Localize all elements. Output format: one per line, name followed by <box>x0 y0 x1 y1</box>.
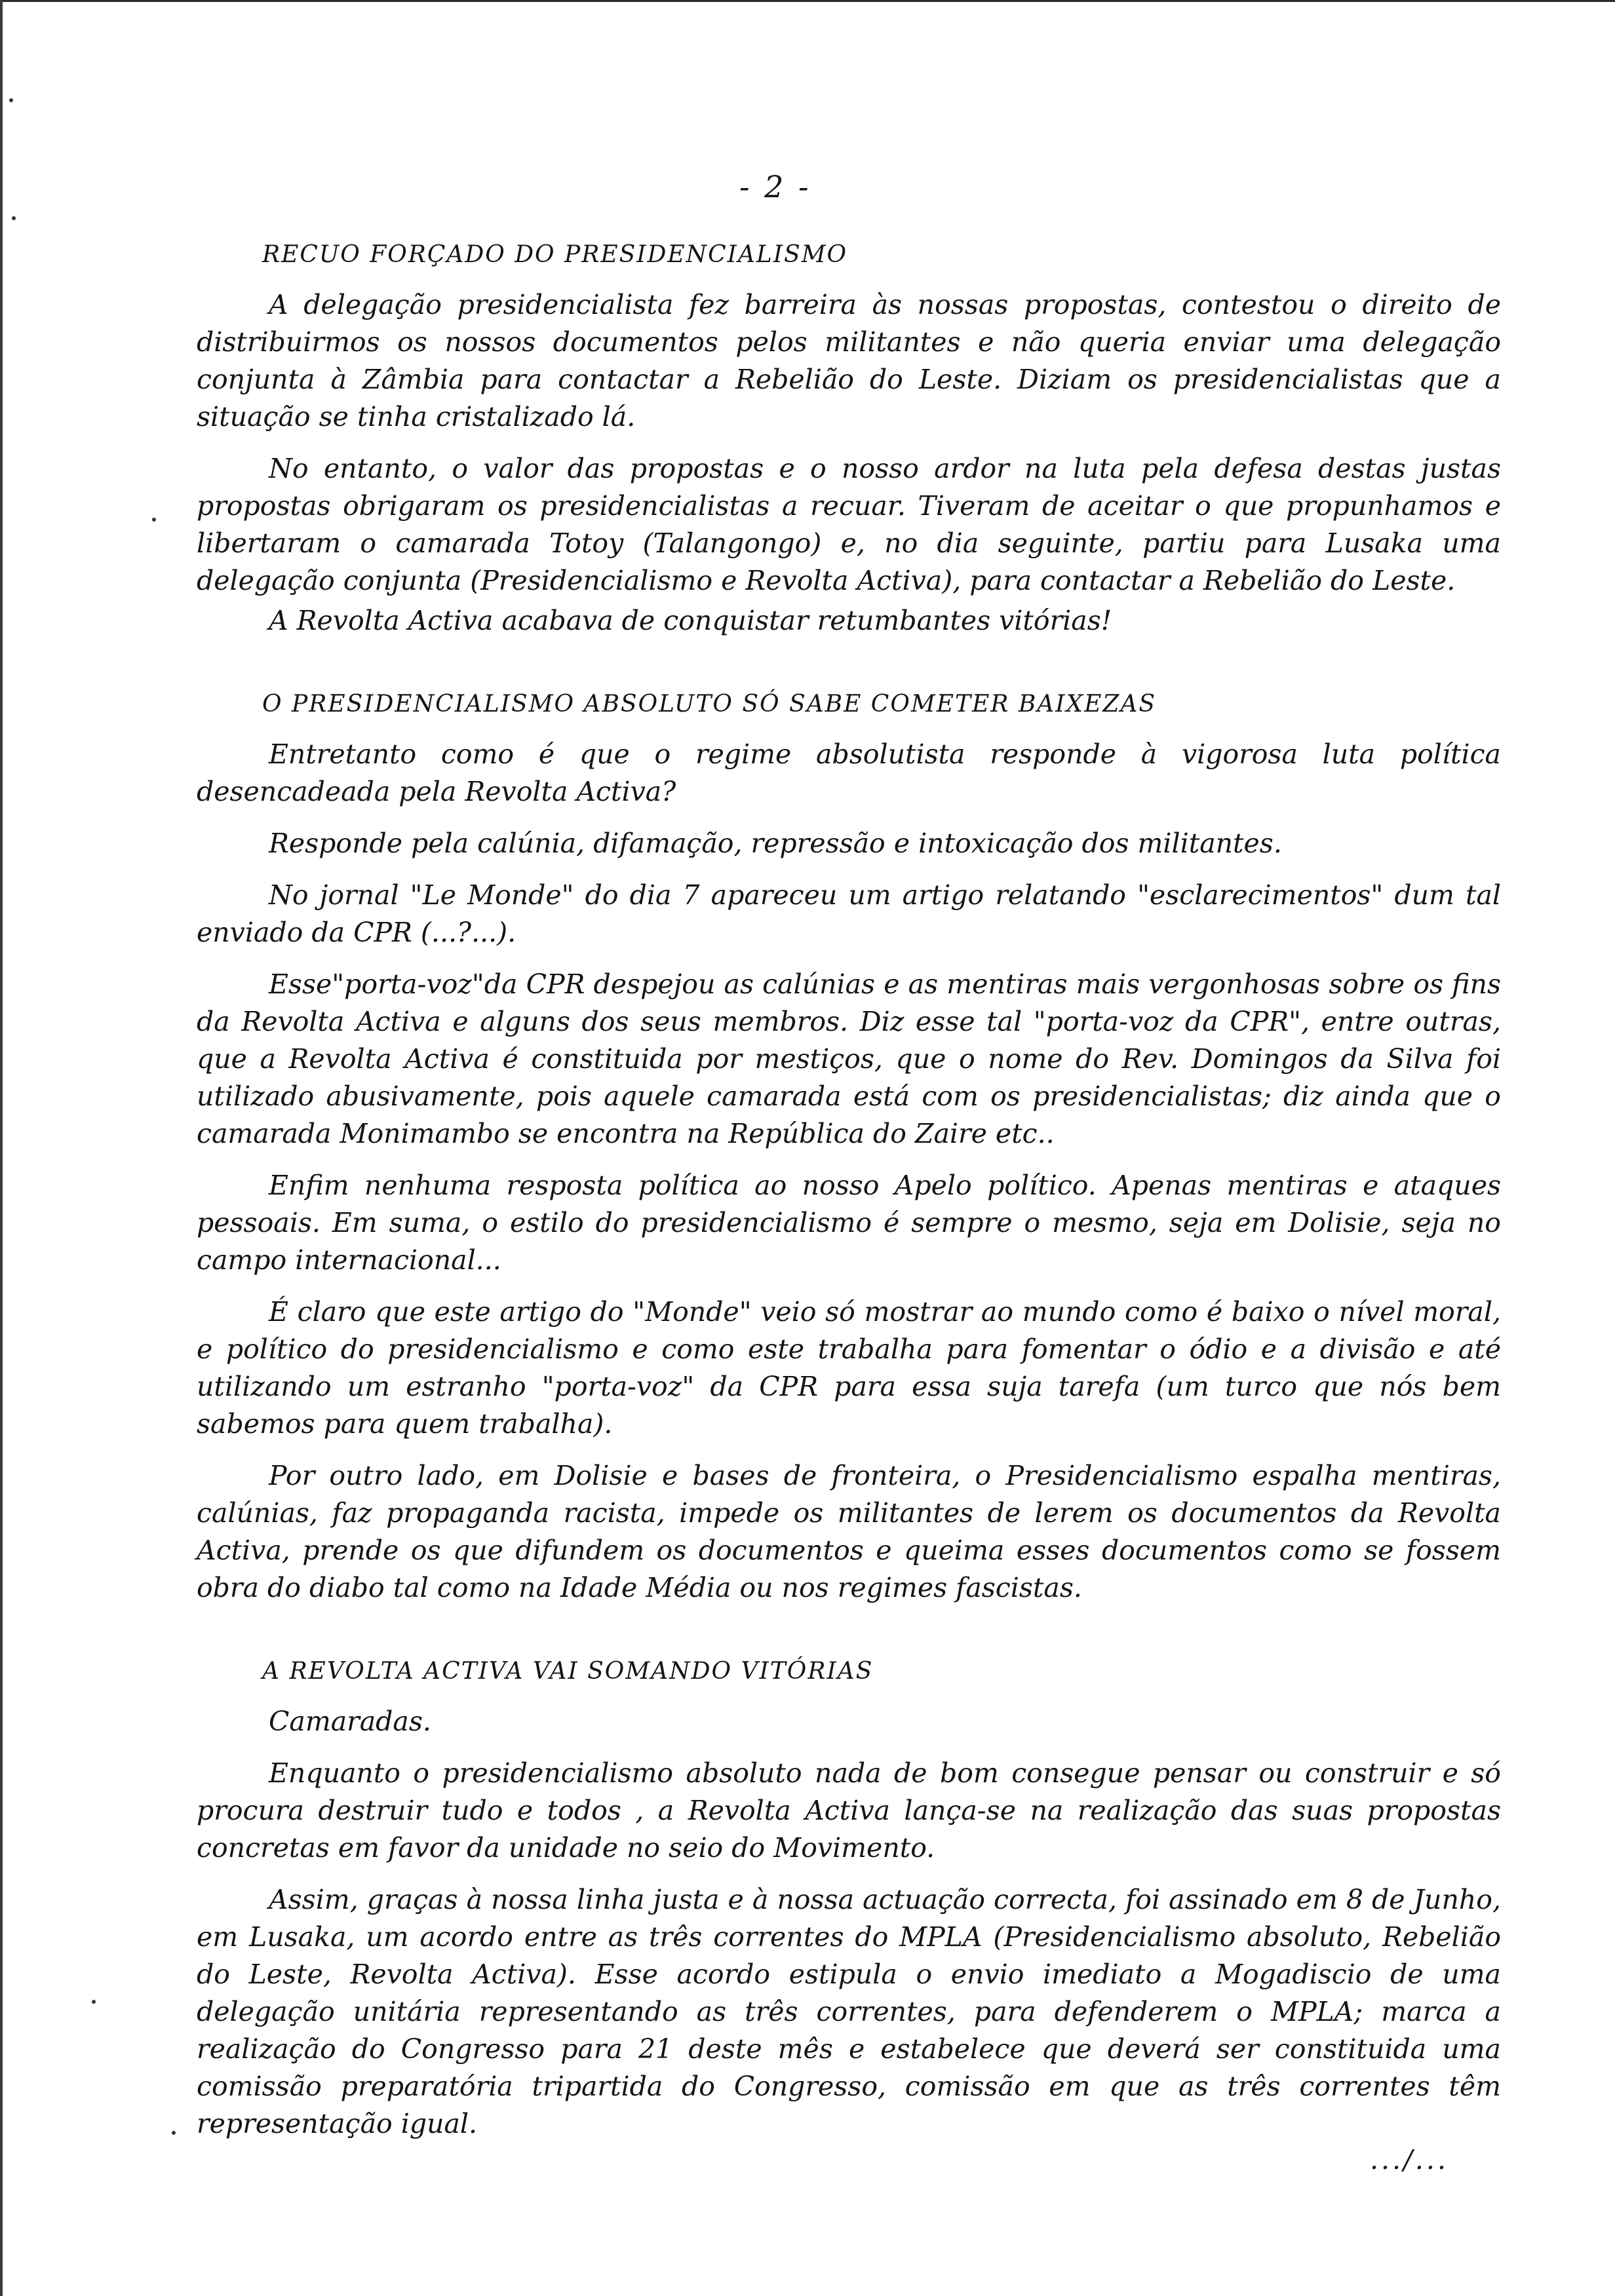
section-heading: O PRESIDENCIALISMO ABSOLUTO SÓ SABE COMETER BAIXEZAS <box>262 691 1157 718</box>
document-body <box>197 236 1501 2179</box>
section-vitorias <box>197 1653 1501 2179</box>
section-spacer <box>197 1621 1501 1653</box>
section-baixezas <box>197 685 1501 1607</box>
section-heading: A REVOLTA ACTIVA VAI SOMANDO VITÓRIAS <box>262 1658 874 1685</box>
paragraph: Entretanto como é que o regime absolutista responde à vigorosa luta política desencadeada pela Revolta Activa? <box>197 738 1501 807</box>
paragraph: No jornal "Le Monde" do dia 7 apareceu um artigo relatando "esclarecimentos" dum tal enviado da CPR (...?...). <box>197 879 1501 948</box>
page-number: - 2 - <box>739 169 811 204</box>
paragraph: Responde pela calúnia, difamação, repressão e intoxicação dos militantes. <box>269 828 1282 859</box>
paragraph: Por outro lado, em Dolisie e bases de fronteira, o Presidencialismo espalha mentiras, calúnias, faz propaganda racista, impede os militantes de lerem os documentos da Revolta Activa, prende os que difundem os documentos e queima esses documentos como se fossem obra do diabo tal como na Idade Média ou nos regimes fascistas. <box>197 1460 1501 1603</box>
paragraph: Esse"porta-voz"da CPR despejou as calúnias e as mentiras mais vergonhosas sobre os fins da Revolta Activa e alguns dos seus membros. Diz esse tal "porta-voz da CPR", entre outras, que a Revolta Activa é constituida por mestiços, que o nome do Rev. Domingos da Silva foi utilizado abusivamente, pois aquele camarada está com os presidencialistas; diz ainda que o camarada Monimambo se encontra na República do Zaire etc.. <box>197 968 1501 1149</box>
paragraph: Assim, graças à nossa linha justa e à nossa actuação correcta, foi assinado em 8 de Junho, em Lusaka, um acordo entre as três correntes do MPLA (Presidencialismo absoluto, Rebelião do Leste, Revolta Activa). Esse acordo estipula o envio imediato a Mogadiscio de uma delegação unitária representando as três correntes, para defenderem o MPLA; marca a realização do Congresso para 21 deste mês e estabelece que deverá ser constituida uma comissão preparatória tripartida do Congresso, comissão em que as três correntes têm representação igual. <box>197 1884 1501 2139</box>
scan-speck <box>12 216 16 220</box>
scan-speck <box>92 2000 96 2004</box>
paragraph: É claro que este artigo do "Monde" veio só mostrar ao mundo como é baixo o nível moral, e político do presidencialismo e como este trabalha para fomentar o ódio e a divisão e até utilizando um estranho "porta-voz" da CPR para essa suja tarefa (um turco que nós bem sabemos para quem trabalha). <box>197 1296 1501 1440</box>
salutation: Camaradas. <box>269 1706 431 1737</box>
scan-speck <box>152 518 156 522</box>
paragraph: No entanto, o valor das propostas e o nosso ardor na luta pela defesa destas justas propostas obrigaram os presidencialistas a recuar. Tiveram de aceitar o que propunhamos e libertaram o camarada Totoy (Talangongo) e, no dia seguinte, partiu para Lusaka uma delegação conjunta (Presidencialismo e Revolta Activa), para contactar a Rebelião do Leste. <box>197 453 1501 596</box>
page-border-top <box>0 0 1615 2</box>
paragraph: A delegação presidencialista fez barreira às nossas propostas, contestou o direito de distribuirmos os nossos documentos pelos militantes e não queria enviar uma delegação conjunta à Zâmbia para contactar a Rebelião do Leste. Diziam os presidencialistas que a situação se tinha cristalizado lá. <box>197 289 1501 432</box>
continuation-marker: .../... <box>1369 2144 1449 2175</box>
paragraph: A Revolta Activa acabava de conquistar retumbantes vitórias! <box>269 605 1112 636</box>
scan-speck <box>9 98 13 102</box>
paragraph: Enquanto o presidencialismo absoluto nada de bom consegue pensar ou construir e só procura destruir tudo e todos , a Revolta Activa lança-se na realização das suas propostas concretas em favor da unidade no seio do Movimento. <box>197 1757 1501 1864</box>
section-spacer <box>197 654 1501 685</box>
scan-speck <box>172 2131 176 2135</box>
section-recuo <box>197 236 1501 640</box>
section-heading: RECUO FORÇADO DO PRESIDENCIALISMO <box>262 241 848 268</box>
page-border-left <box>0 0 3 2296</box>
paragraph: Enfim nenhuma resposta política ao nosso Apelo político. Apenas mentiras e ataques pessoais. Em suma, o estilo do presidencialismo é sempre o mesmo, seja em Dolisie, seja no campo internacional... <box>197 1170 1501 1276</box>
